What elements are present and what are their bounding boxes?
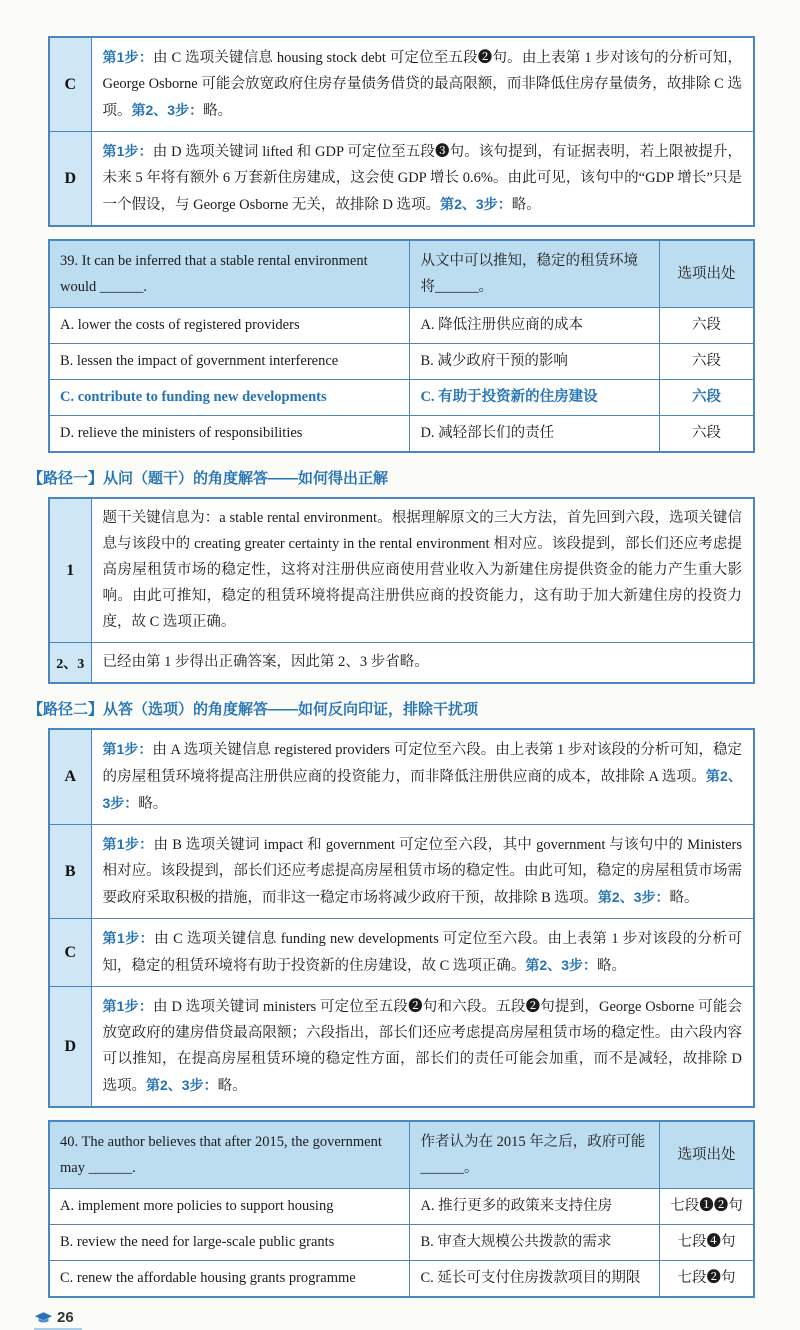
option-zh: A. 推行更多的政策来支持住房 bbox=[410, 1189, 660, 1225]
step1-text: 由 D 选项关键词 ministers 可定位至五段❷句和六段。五段❷句提到，George Osborne 可能会放宽政府的建房借贷最高限额；六段指出，部长们还应考虑提高房屋租赁市场的稳定性。由六段内容可以推知，在提高房屋租赁环境的稳定性方面，部长们的责任可能会加重，而不是减轻，故排除 D 选项。 bbox=[102, 999, 743, 1094]
option-zh: B. 减少政府干预的影响 bbox=[410, 344, 660, 380]
path1-table bbox=[48, 497, 755, 684]
analysis-text bbox=[91, 37, 754, 132]
option-source: 六段 bbox=[660, 380, 754, 416]
question-stem-zh: 作者认为在 2015 年之后，政府可能______。 bbox=[410, 1121, 660, 1189]
option-source: 六段 bbox=[660, 308, 754, 344]
page-marker bbox=[34, 1309, 82, 1330]
option-letter: A bbox=[49, 729, 91, 825]
step23-label: 第2、3步： bbox=[146, 1077, 218, 1093]
step1-label: 第1步： bbox=[102, 930, 155, 946]
step1-label: 第1步： bbox=[102, 836, 154, 852]
step1-label: 第1步： bbox=[102, 143, 153, 159]
step23-text: 略。 bbox=[138, 796, 168, 812]
step23-text: 略。 bbox=[203, 103, 233, 119]
page-footer bbox=[34, 1309, 755, 1330]
question-39-table bbox=[48, 239, 755, 453]
page-number: 26 bbox=[57, 1309, 74, 1326]
option-row-c-correct bbox=[49, 380, 754, 416]
question-stem-en: 39. It can be inferred that a stable rental environment would ______. bbox=[49, 240, 410, 308]
step23-label: 第2、3步： bbox=[131, 102, 204, 118]
option-row-a bbox=[49, 308, 754, 344]
path2-table bbox=[48, 728, 755, 1108]
analysis-row-d bbox=[49, 132, 754, 227]
step23-text: 略。 bbox=[669, 890, 699, 906]
path2-heading: 【路径二】从答（选项）的角度解答——如何反向印证，排除干扰项 bbox=[28, 701, 479, 718]
option-en: B. review the need for large-scale public grants bbox=[49, 1225, 410, 1261]
path1-row-23 bbox=[49, 643, 754, 684]
option-en: B. lessen the impact of government interference bbox=[49, 344, 410, 380]
option-zh: C. 延长可支付住房拨款项目的期限 bbox=[410, 1261, 660, 1298]
option-en: D. relieve the ministers of responsibilities bbox=[49, 416, 410, 453]
option-row-b bbox=[49, 1225, 754, 1261]
step1-text: 由 C 选项关键信息 funding new developments 可定位至六段。由上表第 1 步对该段的分析可知，稳定的租赁环境将有助于投资新的住房建设，故 C 选项正确。 bbox=[102, 931, 742, 974]
question-39-header bbox=[49, 240, 754, 308]
option-letter: C bbox=[49, 37, 91, 132]
option-letter: C bbox=[49, 919, 91, 987]
step1-label: 第1步： bbox=[102, 741, 153, 757]
step1-text: 由 D 选项关键词 lifted 和 GDP 可定位至五段❸句。该句提到，有证据表明，若上限被提升，未来 5 年将有额外 6 万套新住房建成，这会使 GDP 增长 0.6%。由此可见，该句中的“GDP 增长”只是一个假设，与 George Osborne 无关，故排除 D 选项。 bbox=[102, 144, 742, 213]
step-number: 2、3 bbox=[49, 643, 91, 684]
analysis-text bbox=[91, 987, 754, 1108]
option-letter: D bbox=[49, 987, 91, 1108]
path1-heading: 【路径一】从问（题干）的角度解答——如何得出正解 bbox=[28, 470, 389, 487]
option-zh: B. 审查大规模公共拨款的需求 bbox=[410, 1225, 660, 1261]
step1-text: 由 B 选项关键词 impact 和 government 可定位至六段，其中 government 与该句中的 Ministers 相对应。该段提到，部长们还应考虑提高房屋租赁市场的稳定性。由此可知，稳定的房屋租赁市场需要政府采取积极的措施，而非这一稳定市场将减少政府干预，故排除 B 选项。 bbox=[102, 837, 742, 906]
analysis-text bbox=[91, 919, 754, 987]
analysis-table-q38-continuation bbox=[48, 36, 755, 227]
path1-row-1 bbox=[49, 498, 754, 643]
option-en: C. contribute to funding new developments bbox=[49, 380, 410, 416]
analysis-text: 已经由第 1 步得出正确答案，因此第 2、3 步省略。 bbox=[91, 643, 754, 684]
step-number: 1 bbox=[49, 498, 91, 643]
question-stem-zh: 从文中可以推知，稳定的租赁环境将______。 bbox=[410, 240, 660, 308]
source-column-header: 选项出处 bbox=[660, 240, 754, 308]
step23-label: 第2、3步： bbox=[597, 889, 670, 905]
option-source: 七段❷句 bbox=[660, 1261, 754, 1298]
step23-label: 第2、3步： bbox=[102, 768, 742, 811]
graduation-cap-icon bbox=[34, 1311, 53, 1324]
path2-row-b bbox=[49, 825, 754, 919]
option-zh: D. 减轻部长们的责任 bbox=[410, 416, 660, 453]
option-source: 六段 bbox=[660, 416, 754, 453]
step1-label: 第1步： bbox=[102, 49, 153, 65]
option-source: 六段 bbox=[660, 344, 754, 380]
option-source: 七段❹句 bbox=[660, 1225, 754, 1261]
step1-label: 第1步： bbox=[102, 998, 154, 1014]
option-row-c bbox=[49, 1261, 754, 1298]
analysis-text: 题干关键信息为：a stable rental environment。根据理解原文的三大方法，首先回到六段，选项关键信息与该段中的 creating greater certainty in the rental environment 相对应。该段提到，部长们还应考虑提高房屋租赁市场的稳定性，这将对注册供应商使用营业收入为新建住房提供资金的能力产生重大影响。由此可推知，稳定的租赁环境将提高注册供应商的投资能力，这有助于加大新建住房的投资力度，故 C 选项正确。 bbox=[91, 498, 754, 643]
step23-text: 略。 bbox=[597, 958, 626, 974]
question-stem-en: 40. The author believes that after 2015, the government may ______. bbox=[49, 1121, 410, 1189]
step1-text: 由 C 选项关键信息 housing stock debt 可定位至五段❷句。由上表第 1 步对该句的分析可知，George Osborne 可能会放宽政府住房存量债务借贷的最高限额，而非降低住房存量债务，故排除 C 选项。 bbox=[102, 50, 742, 119]
step1-text: 由 A 选项关键信息 registered providers 可定位至六段。由上表第 1 步对该段的分析可知，稳定的房屋租赁环境将提高注册供应商的投资能力，而非降低注册供应商的成本，故排除 A 选项。 bbox=[102, 742, 742, 785]
option-en: A. implement more policies to support housing bbox=[49, 1189, 410, 1225]
option-en: A. lower the costs of registered providers bbox=[49, 308, 410, 344]
step23-label: 第2、3步： bbox=[525, 957, 597, 973]
question-40-header bbox=[49, 1121, 754, 1189]
option-row-a bbox=[49, 1189, 754, 1225]
step23-text: 略。 bbox=[511, 197, 541, 213]
option-zh: C. 有助于投资新的住房建设 bbox=[410, 380, 660, 416]
analysis-row-c bbox=[49, 37, 754, 132]
option-en: C. renew the affordable housing grants programme bbox=[49, 1261, 410, 1298]
option-zh: A. 降低注册供应商的成本 bbox=[410, 308, 660, 344]
path2-row-d bbox=[49, 987, 754, 1108]
option-letter: D bbox=[49, 132, 91, 227]
step23-label: 第2、3步： bbox=[440, 196, 512, 212]
question-40-table bbox=[48, 1120, 755, 1298]
analysis-text bbox=[91, 825, 754, 919]
option-row-d bbox=[49, 416, 754, 453]
option-row-b bbox=[49, 344, 754, 380]
path2-row-a bbox=[49, 729, 754, 825]
analysis-text bbox=[91, 729, 754, 825]
option-source: 七段❶❷句 bbox=[660, 1189, 754, 1225]
analysis-text bbox=[91, 132, 754, 227]
path2-row-c bbox=[49, 919, 754, 987]
step23-text: 略。 bbox=[217, 1078, 247, 1094]
source-column-header: 选项出处 bbox=[660, 1121, 754, 1189]
option-letter: B bbox=[49, 825, 91, 919]
